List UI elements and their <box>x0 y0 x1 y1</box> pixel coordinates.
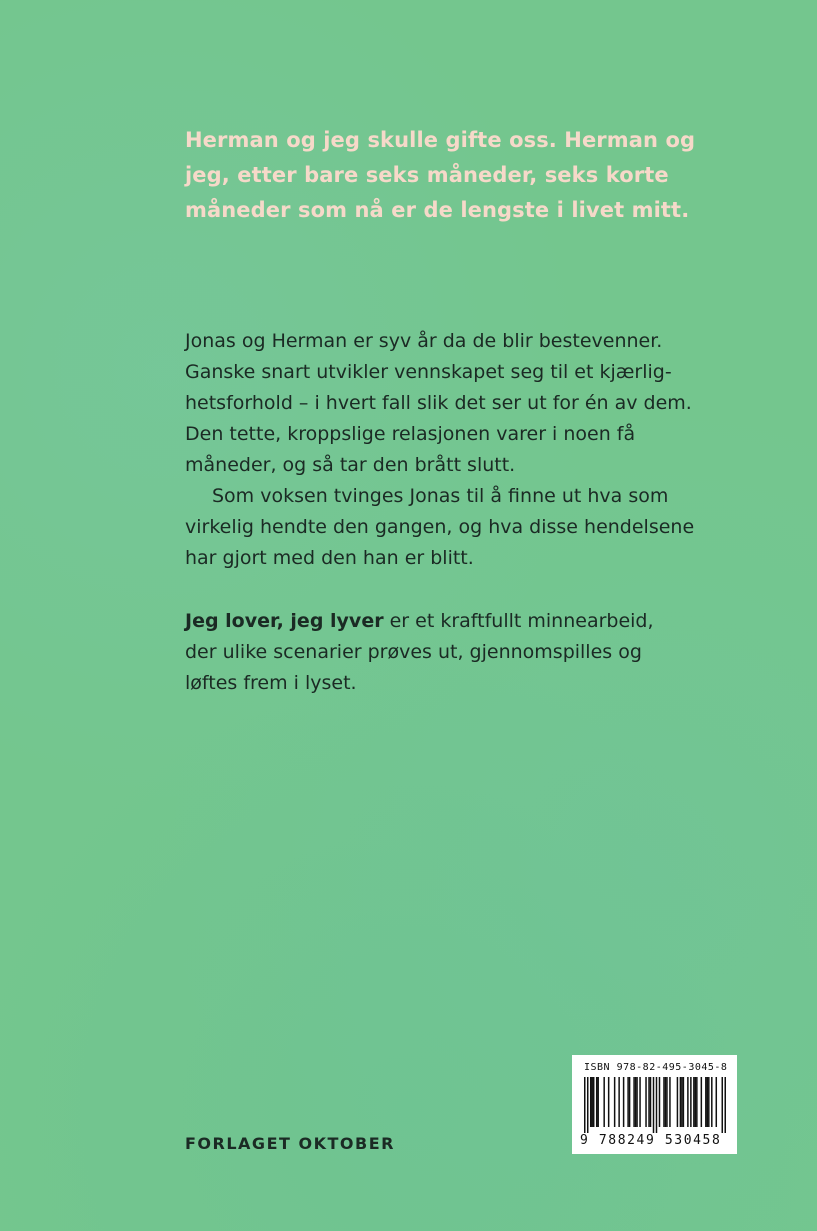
book-title: Jeg lover, jeg lyver <box>185 610 384 632</box>
barcode-bar <box>665 1077 666 1127</box>
barcode-bar <box>725 1077 726 1133</box>
description-line: virkelig hendte den gangen, og hva disse hendelsene <box>185 516 695 538</box>
barcode-bar <box>627 1077 628 1127</box>
barcode-bar <box>707 1077 708 1127</box>
barcode-bar <box>648 1077 649 1127</box>
description-line: har gjort med den han er blitt. <box>185 547 474 569</box>
paragraph-spacer <box>185 574 765 606</box>
barcode-bar <box>659 1077 660 1127</box>
barcode-bar <box>681 1077 682 1127</box>
barcode-bar <box>597 1077 598 1127</box>
barcode-bar <box>696 1077 697 1127</box>
barcode-bar <box>591 1077 592 1127</box>
barcode-bar <box>614 1077 615 1127</box>
description-line: Jonas og Herman er syv år da de blir bestevenner. <box>185 330 663 352</box>
barcode-bar <box>629 1077 630 1127</box>
barcode-bar <box>705 1077 706 1127</box>
description-paragraph-3 <box>185 606 765 699</box>
barcode-bar <box>656 1077 657 1133</box>
barcode-bar <box>722 1077 723 1133</box>
barcode-bar <box>669 1077 670 1127</box>
barcode-bar <box>608 1077 609 1127</box>
barcode-bar <box>666 1077 667 1127</box>
quote-line: Herman og jeg skulle gifte oss. Herman og <box>185 128 696 152</box>
barcode-bars <box>584 1077 726 1133</box>
barcode-bar <box>695 1077 696 1127</box>
barcode-bar <box>645 1077 646 1127</box>
barcode-bar <box>590 1077 591 1127</box>
description-paragraph-1 <box>185 326 765 481</box>
barcode-bar <box>711 1077 712 1127</box>
description-line <box>185 606 765 637</box>
description-paragraph-2 <box>185 481 765 574</box>
barcode-bar <box>693 1077 694 1127</box>
description-line-rest: er et kraftfullt minnearbeid, <box>383 610 654 632</box>
book-description <box>185 326 765 699</box>
description-line: måneder, og så tar den brått slutt. <box>185 454 516 476</box>
barcode-bar <box>653 1077 654 1133</box>
isbn-label: ISBN 978-82-495-3045-8 <box>584 1062 728 1073</box>
barcode-bar <box>680 1077 681 1127</box>
barcode-bar <box>663 1077 664 1127</box>
barcode-digits: 9 788249 530458 <box>580 1133 722 1148</box>
barcode-bar <box>690 1077 691 1127</box>
publisher-name: FORLAGET OKTOBER <box>185 1134 395 1153</box>
description-line: hetsforhold – i hvert fall slik det ser ut for én av dem. <box>185 392 692 414</box>
barcode-bar <box>593 1077 594 1127</box>
barcode-bar <box>635 1077 636 1127</box>
barcode-bar <box>636 1077 637 1127</box>
description-line: Den tette, kroppslige relasjonen varer i noen få <box>185 423 636 445</box>
description-line: der ulike scenarier prøves ut, gjennomspilles og <box>185 641 642 663</box>
barcode-bar <box>633 1077 634 1127</box>
quote-line: måneder som nå er de lengste i livet mitt. <box>185 198 690 222</box>
barcode-bar <box>701 1077 702 1127</box>
barcode-bar <box>618 1077 619 1127</box>
barcode-bar <box>677 1077 678 1127</box>
barcode-bar <box>683 1077 684 1127</box>
barcode-bar <box>596 1077 597 1127</box>
barcode-bar <box>708 1077 709 1127</box>
back-cover-quote <box>185 123 745 228</box>
barcode-bar <box>623 1077 624 1127</box>
isbn-barcode <box>572 1055 737 1154</box>
barcode-bar <box>603 1077 604 1127</box>
barcode-bar <box>716 1077 717 1127</box>
barcode-bar <box>687 1077 688 1127</box>
barcode-bar <box>584 1077 585 1133</box>
barcode-bar <box>650 1077 651 1127</box>
description-line: Som voksen tvinges Jonas til å finne ut hva som <box>212 485 669 507</box>
quote-line: jeg, etter bare seks måneder, seks korte <box>185 163 669 187</box>
barcode-bar <box>639 1077 640 1127</box>
description-line: løftes frem i lyset. <box>185 672 357 694</box>
description-line: Ganske snart utvikler vennskapet seg til et kjærlig- <box>185 361 672 383</box>
barcode-bar <box>587 1077 588 1133</box>
